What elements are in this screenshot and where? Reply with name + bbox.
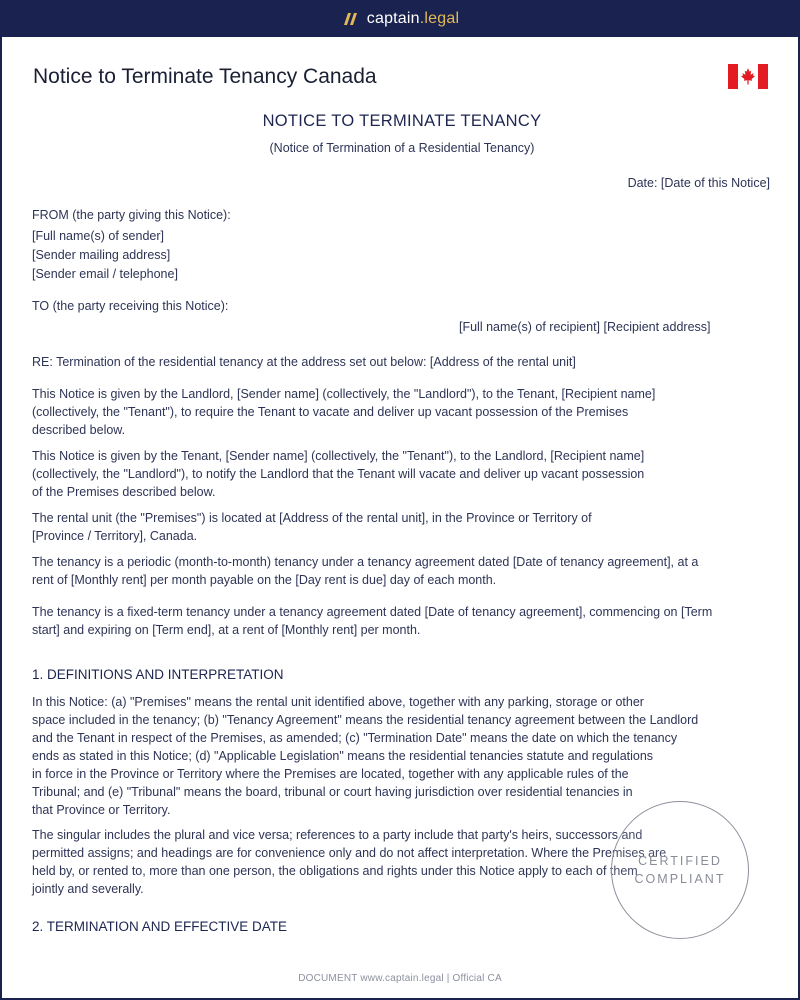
section-1-line: and the Tenant in respect of the Premises, as amended; (c) "Termination Date" means the date on which the tenancy: [32, 731, 678, 745]
re-line: RE: Termination of the residential tenancy at the address set out below: [Address of the rental unit]: [32, 355, 576, 369]
to-value: [Full name(s) of recipient] [Recipient address]: [459, 320, 711, 334]
brand-name: captain: [366, 9, 420, 27]
para-landlord-line: (collectively, the "Tenant"), to require the Tenant to vacate and deliver up vacant possession of the Premises: [32, 405, 629, 419]
from-line: [Sender email / telephone]: [32, 267, 178, 281]
section-1b-line: jointly and severally.: [32, 882, 144, 896]
section-1-line: that Province or Territory.: [32, 803, 171, 817]
para-tenant-line: of the Premises described below.: [32, 485, 216, 499]
from-line: [Sender mailing address]: [32, 248, 171, 262]
to-label: TO (the party receiving this Notice):: [32, 299, 229, 313]
document-page: [2, 37, 798, 998]
content-fade: [2, 937, 798, 967]
document-heading: Notice to Terminate Tenancy Canada: [33, 65, 377, 88]
footer-text: DOCUMENT www.captain.legal | Official CA: [298, 973, 502, 984]
para-fixed-line: start] and expiring on [Term end], at a rent of [Monthly rent] per month.: [32, 623, 421, 637]
para-landlord-line: described below.: [32, 423, 126, 437]
section-1-line: space included in the tenancy; (b) "Tenancy Agreement" means the residential tenancy agreement between the Landlord: [32, 713, 699, 727]
notice-date: Date: [Date of this Notice]: [627, 176, 770, 190]
para-tenant-line: (collectively, the "Landlord"), to notify the Landlord that the Tenant will vacate and deliver up vacant possession: [32, 467, 645, 481]
top-bar: [0, 0, 800, 37]
para-fixed-line: The tenancy is a fixed-term tenancy under a tenancy agreement dated [Date of tenancy agreement], commencing on [Term: [32, 605, 713, 619]
brand-tld: .legal: [419, 9, 460, 27]
notice-subtitle: (Notice of Termination of a Residential Tenancy): [269, 141, 535, 155]
stamp-line: CERTIFIED: [638, 854, 722, 868]
section-1b-line: permitted assigns; and headings are for convenience only and do not affect interpretation. Where the Premises are: [32, 846, 667, 860]
para-periodic-line: The tenancy is a periodic (month-to-month) tenancy under a tenancy agreement dated [Date of tenancy agreement], at a: [32, 555, 699, 569]
section-1b-line: held by, or rented to, more than one person, the obligations and rights under this Notice apply to each of them: [32, 864, 638, 878]
brand-logo[interactable]: [341, 10, 459, 28]
para-tenant-line: This Notice is given by the Tenant, [Sender name] (collectively, the "Tenant"), to the Landlord, [Recipient name]: [32, 449, 645, 463]
para-landlord-line: This Notice is given by the Landlord, [Sender name] (collectively, the "Landlord"), to the Tenant, [Recipient name]: [32, 387, 656, 401]
certified-compliant-stamp: [611, 801, 749, 939]
para-periodic-line: rent of [Monthly rent] per month payable on the [Day rent is due] day of each month.: [32, 573, 497, 587]
section-1-line: Tribunal; and (e) "Tribunal" means the board, tribunal or court having jurisdiction over residential tenancies in: [32, 785, 633, 799]
notice-title: NOTICE TO TERMINATE TENANCY: [262, 112, 542, 130]
section-1-line: ends as stated in this Notice; (d) "Applicable Legislation" means the residential tenancies statute and regulations: [32, 749, 654, 763]
from-label: FROM (the party giving this Notice):: [32, 208, 231, 222]
para-premises-line: The rental unit (the "Premises") is located at [Address of the rental unit], in the Province or Territory of: [32, 511, 592, 525]
section-1-line: In this Notice: (a) "Premises" means the rental unit identified above, together with any parking, storage or other: [32, 695, 644, 709]
stamp-line: COMPLIANT: [634, 872, 726, 886]
canada-flag-icon: [728, 64, 768, 89]
section-1b-line: The singular includes the plural and vice versa; references to a party include that party's heirs, successors and: [32, 828, 643, 842]
brand-mark-icon: [341, 11, 359, 27]
section-1-line: in force in the Province or Territory where the Premises are located, together with any applicable rules of the: [32, 767, 629, 781]
from-line: [Full name(s) of sender]: [32, 229, 164, 243]
para-premises-line: [Province / Territory], Canada.: [32, 529, 198, 543]
section-2-heading: 2. TERMINATION AND EFFECTIVE DATE: [32, 919, 288, 934]
section-1-heading: 1. DEFINITIONS AND INTERPRETATION: [32, 667, 284, 682]
